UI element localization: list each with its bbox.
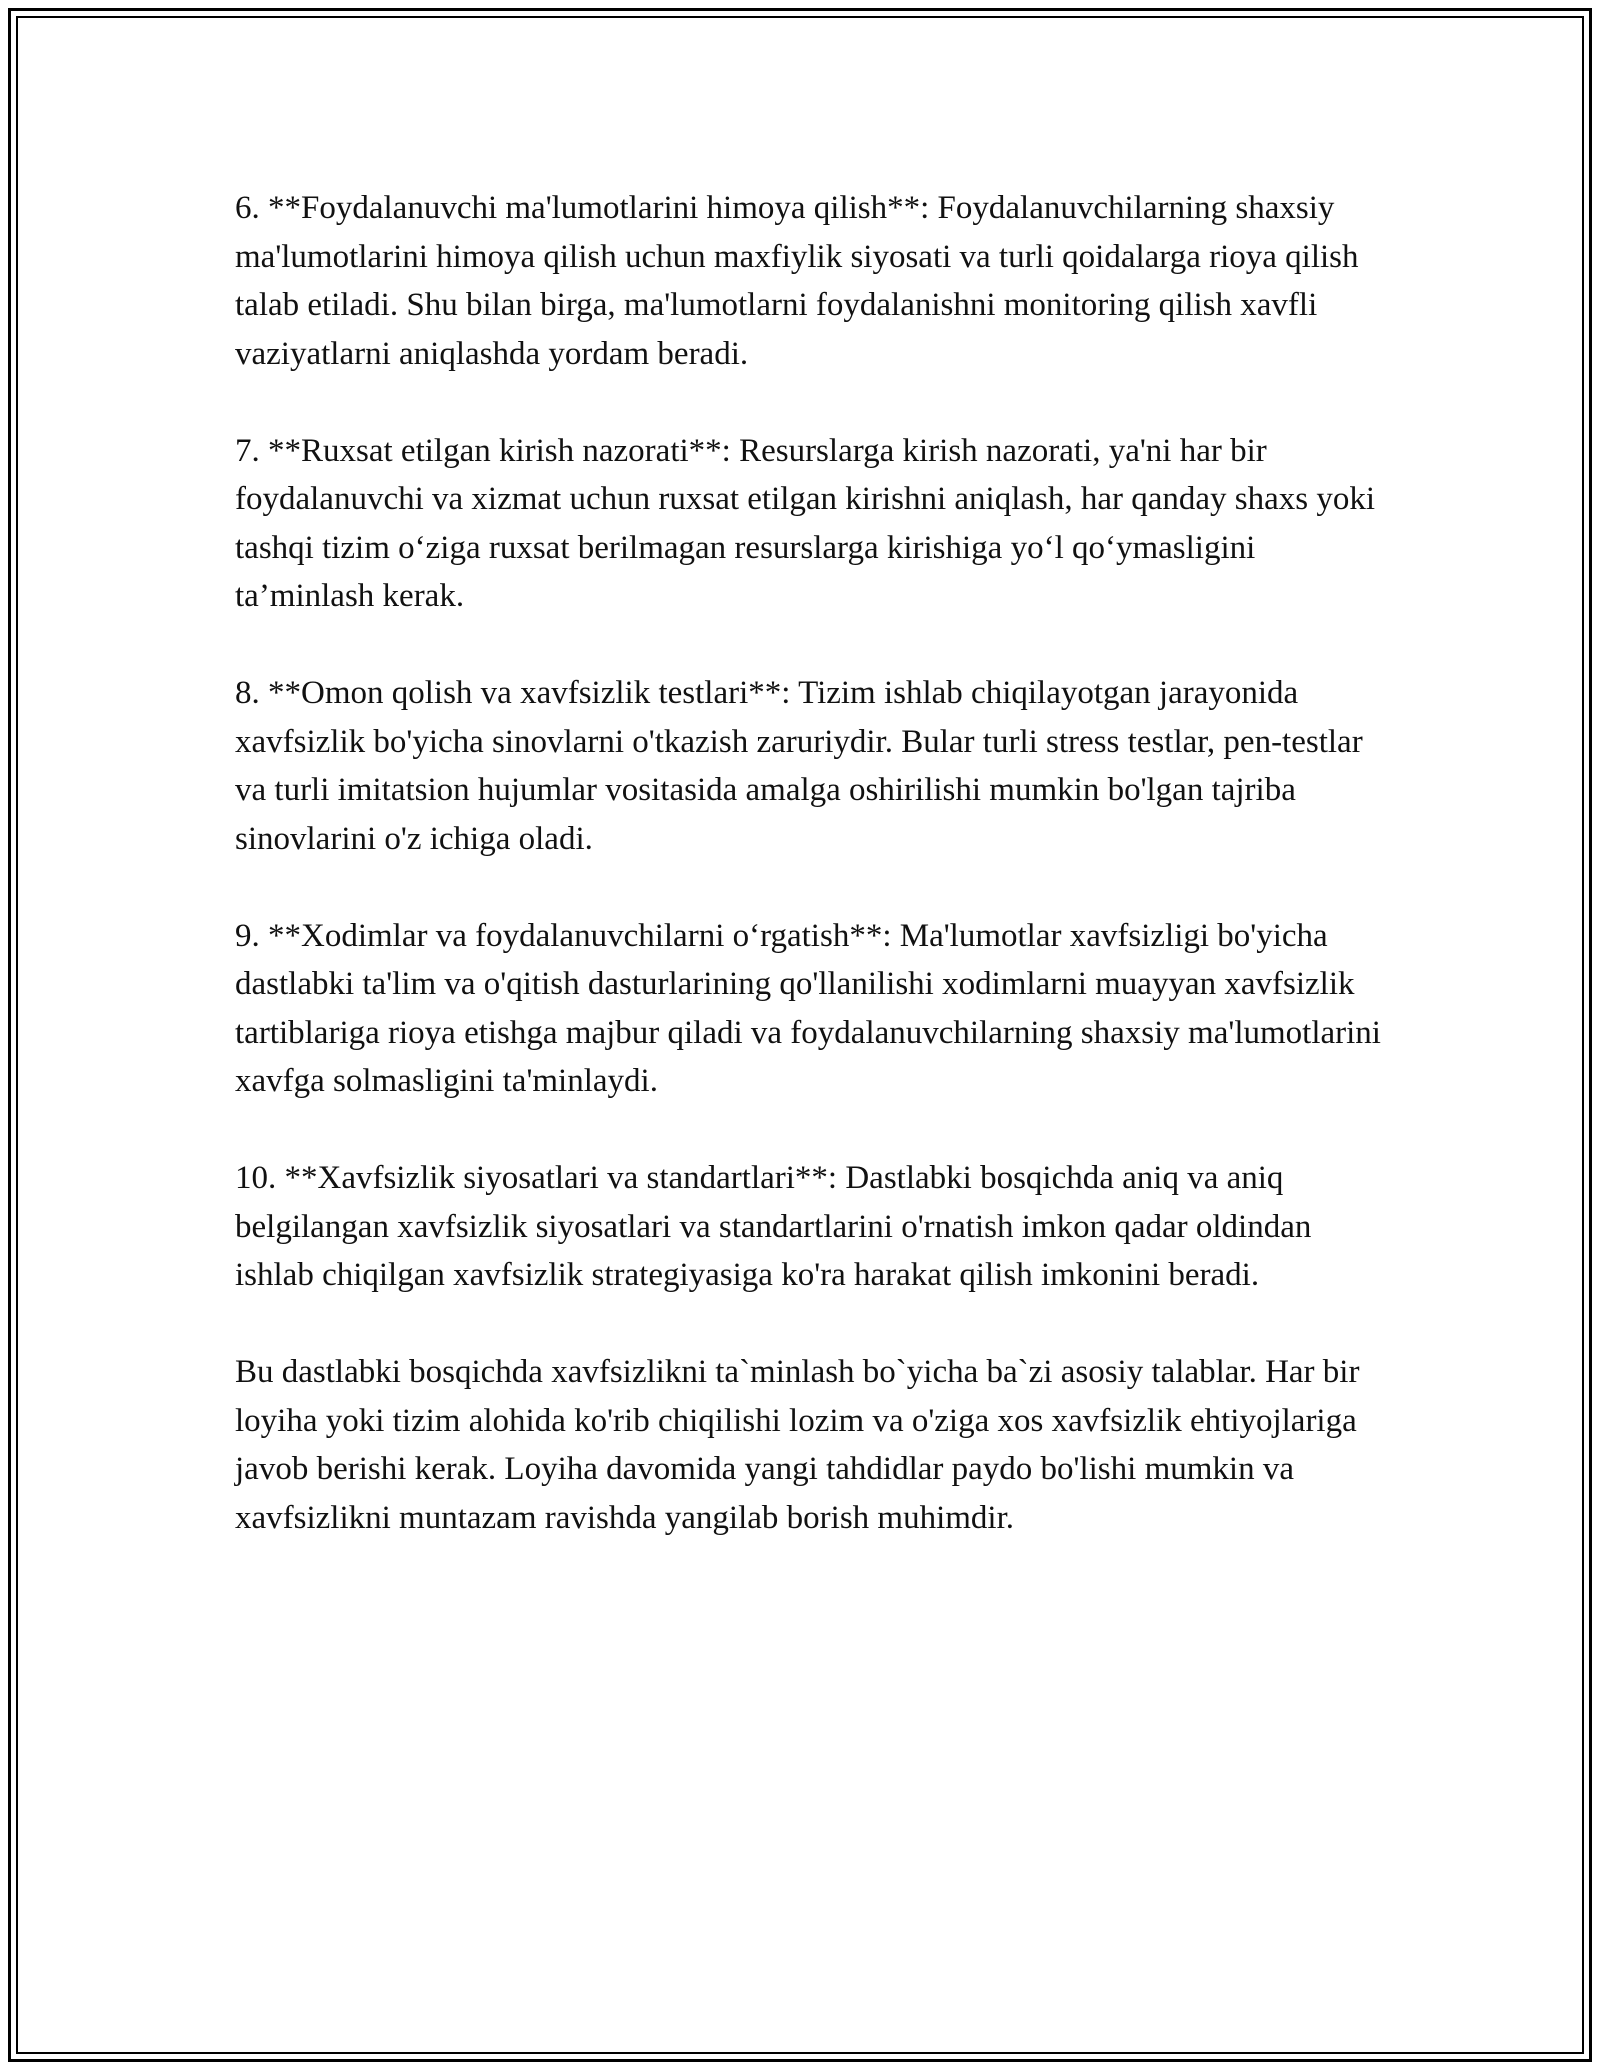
document-body [235,184,1385,1591]
paragraph-item-7: 7. **Ruxsat etilgan kirish nazorati**: Resurslarga kirish nazorati, ya'ni har bir foydalanuvchi va xizmat uchun ruxsat etilgan kirishni aniqlash, har qanday shaxs yoki tashqi tizim o‘ziga ruxsat berilmagan resurslarga kirishiga yo‘l qo‘ymasligini ta’minlash kerak. [235,432,1376,614]
paragraph-item-6: 6. **Foydalanuvchi ma'lumotlarini himoya qilish**: Foydalanuvchilarning shaxsiy ma'lumotlarini himoya qilish uchun maxfiylik siyosati va turli qoidalarga rioya qilish talab etiladi. Shu bilan birga, ma'lumotlarni foydalanishni monitoring qilish xavfli vaziyatlarni aniqlashda yordam beradi. [235,190,1359,372]
paragraph-item-10: 10. **Xavfsizlik siyosatlari va standartlari**: Dastlabki bosqichda aniq va aniq belgilangan xavfsizlik siyosatlari va standartlarini o'rnatish imkon qadar oldindan ishlab chiqilgan xavfsizlik strategiyasiga ko'ra harakat qilish imkonini beradi. [235,1160,1312,1293]
paragraph-item-8: 8. **Omon qolish va xavfsizlik testlari**: Tizim ishlab chiqilayotgan jarayonida xavfsizlik bo'yicha sinovlarni o'tkazish zaruriydir. Bular turli stress testlar, pen-testlar va turli imitatsion hujumlar vositasida amalga oshirilishi mumkin bo'lgan tajriba sinovlarini o'z ichiga oladi. [235,675,1363,857]
paragraph-item-9: 9. **Xodimlar va foydalanuvchilarni o‘rgatish**: Ma'lumotlar xavfsizligi bo'yicha dastlabki ta'lim va o'qitish dasturlarining qo'llanilishi xodimlarni muayyan xavfsizlik tartiblariga rioya etishga majbur qiladi va foydalanuvchilarning shaxsiy ma'lumotlarini xavfga solmasligini ta'minlaydi. [235,917,1381,1099]
paragraph-summary: Bu dastlabki bosqichda xavfsizlikni ta`minlash bo`yicha ba`zi asosiy talablar. Har bir loyiha yoki tizim alohida ko'rib chiqilishi lozim va o'ziga xos xavfsizlik ehtiyojlariga javob berishi kerak. Loyiha davomida yangi tahdidlar paydo bo'lishi mumkin va xavfsizlikni muntazam ravishda yangilab borish muhimdir. [235,1354,1360,1536]
